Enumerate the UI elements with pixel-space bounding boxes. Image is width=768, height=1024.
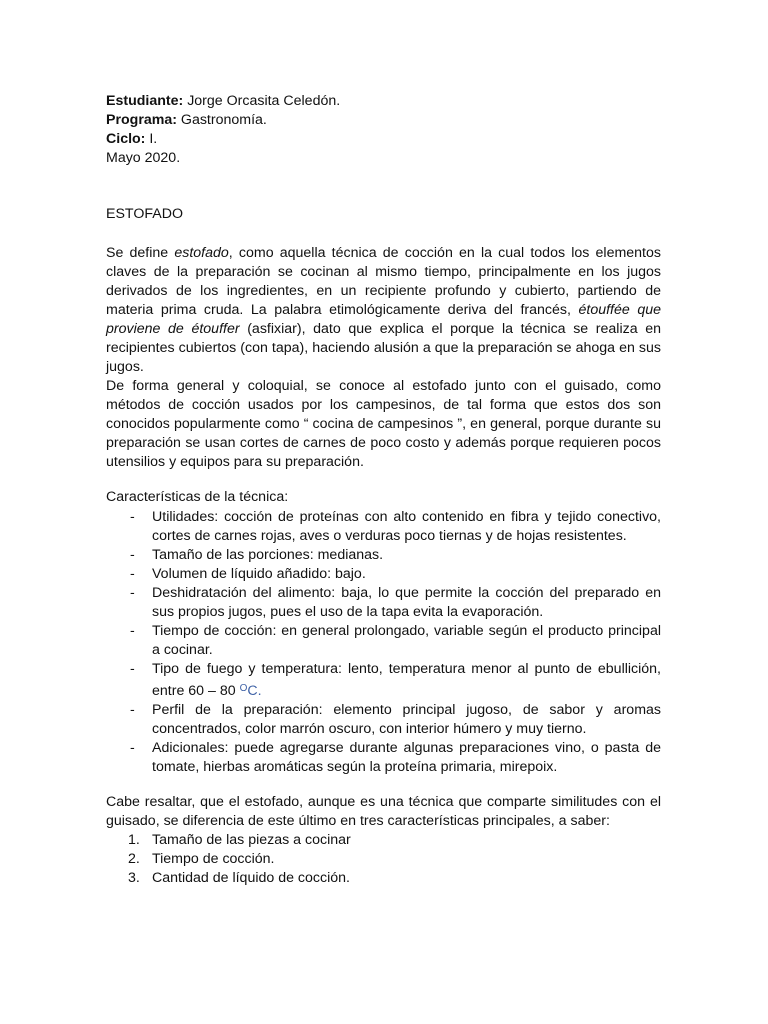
paragraph-text: Se define: [106, 245, 175, 261]
list-item: [106, 508, 661, 546]
list-item-text: Tipo de fuego y temperatura: lento, temperatura menor al punto de ebullición, entre 60 – 80: [152, 661, 661, 699]
emphasis-etymology: étouffée que proviene de étouffer: [106, 302, 661, 337]
numbered-item: [106, 850, 661, 869]
student-label: Estudiante:: [106, 93, 184, 109]
paragraph-text: (asfixiar), dato que explica el porque la técnica se realiza en recipientes cubiertos (con tapa), haciendo alusión a que la preparación se ahoga en sus jugos.: [106, 321, 661, 375]
paragraph-definition: [106, 244, 661, 377]
list-item: [106, 622, 661, 660]
list-item-text: Utilidades: cocción de proteínas con alto contenido en fibra y tejido conectivo, cortes de carnes rojas, aves o verduras poco tiernas y de hojas resistentes.: [152, 509, 661, 544]
list-item: [106, 584, 661, 622]
document-title: ESTOFADO: [106, 206, 183, 222]
numbered-item: [106, 831, 661, 850]
emphasis-term: estofado: [174, 245, 229, 261]
program-label: Programa:: [106, 112, 177, 128]
numbered-item-text: Tiempo de cocción.: [152, 851, 275, 867]
student-line: [106, 92, 340, 111]
date-line: Mayo 2020.: [106, 150, 181, 166]
item-number: 1.: [128, 832, 140, 848]
degree-symbol: O: [239, 683, 248, 694]
list-item: [106, 565, 661, 584]
list-item: [106, 660, 661, 701]
bullet-dash: -: [130, 661, 135, 677]
bullet-dash: -: [130, 566, 135, 582]
cycle-value: I.: [145, 131, 158, 147]
bullet-dash: -: [130, 623, 135, 639]
bullet-dash: -: [130, 585, 135, 601]
numbered-item-text: Cantidad de líquido de cocción.: [152, 870, 350, 886]
bullet-dash: -: [130, 702, 135, 718]
paragraph-differences: Cabe resaltar, que el estofado, aunque es una técnica que comparte similitudes con el guisado, se diferencia de este último en tres características principales, a saber:: [106, 794, 661, 829]
paragraph-text: , como aquella técnica de cocción en la cual todos los elementos claves de la preparación se cocinan al mismo tiempo, principalmente en los jugos derivados de los ingredientes, en un recipiente profundo y cubierto, partiendo de materia prima cruda. La palabra etimológicamente deriva del francés,: [106, 245, 661, 318]
list-item: [106, 701, 661, 739]
item-number: 2.: [128, 851, 140, 867]
bullet-dash: -: [130, 740, 135, 756]
student-value: Jorge Orcasita Celedón.: [183, 93, 341, 109]
paragraph-context: De forma general y coloquial, se conoce al estofado junto con el guisado, como métodos de cocción usados por los campesinos, de tal forma que estos dos son conocidos popularmente como “ cocina de campesinos ”, en general, porque durante su preparación se usan cortes de carnes de poco costo y además porque requieren pocos utensilios y equipos para su preparación.: [106, 378, 661, 470]
list-item: [106, 739, 661, 777]
temperature-unit: C.: [247, 683, 262, 699]
list-item-text: Perfil de la preparación: elemento principal jugoso, de sabor y aromas concentrados, color marrón oscuro, con interior húmero y muy tierno.: [152, 702, 661, 737]
list-item-text: Adicionales: puede agregarse durante algunas preparaciones vino, o pasta de tomate, hierbas aromáticas según la proteína primaria, mirepoix.: [152, 740, 661, 775]
list-item-text: Deshidratación del alimento: baja, lo que permite la cocción del preparado en sus propios jugos, pues el uso de la tapa evita la evaporación.: [152, 585, 661, 620]
characteristics-list: [106, 508, 661, 777]
bullet-dash: -: [130, 547, 135, 563]
numbered-item-text: Tamaño de las piezas a cocinar: [152, 832, 351, 848]
list-item: [106, 546, 661, 565]
characteristics-heading: Características de la técnica:: [106, 489, 289, 505]
item-number: 3.: [128, 870, 140, 886]
list-item-text: Volumen de líquido añadido: bajo.: [152, 566, 366, 582]
program-line: [106, 111, 267, 130]
cycle-label: Ciclo:: [106, 131, 146, 147]
cycle-line: [106, 130, 157, 149]
program-value: Gastronomía.: [176, 112, 267, 128]
bullet-dash: -: [130, 509, 135, 525]
numbered-item: [106, 869, 661, 888]
list-item-text: Tamaño de las porciones: medianas.: [152, 547, 384, 563]
differences-list: [106, 831, 661, 888]
list-item-text: Tiempo de cocción: en general prolongado, variable según el producto principal a cocinar.: [152, 623, 661, 658]
